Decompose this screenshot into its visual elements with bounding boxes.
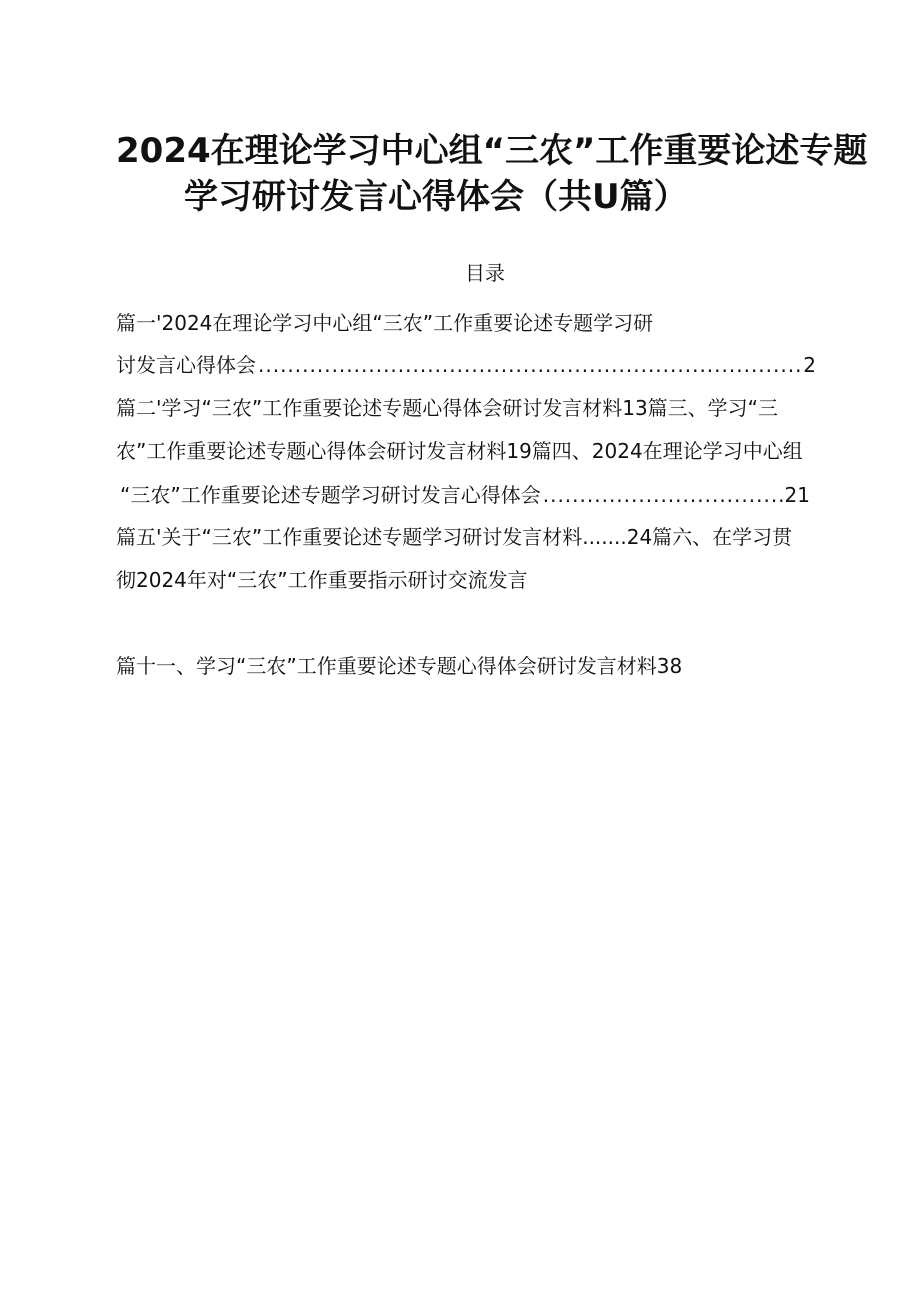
toc-entry-line-6[interactable]: 篇五'关于“三农”工作重要论述专题学习研讨发言材料.......24篇六、在学习贯: [116, 525, 793, 549]
toc-entry-line-5[interactable]: [116, 480, 810, 510]
toc-leader-dots: [543, 480, 783, 510]
toc-page-number: 2: [803, 353, 816, 377]
toc-entry-text: “三农”工作重要论述专题学习研讨发言心得体会: [120, 483, 541, 507]
toc-entry-line-3[interactable]: 篇二'学习“三农”工作重要论述专题心得体会研讨发言材料13篇三、学习“三: [116, 396, 779, 420]
document-title-line-1: 2024在理论学习中心组“三农”工作重要论述专题: [116, 131, 868, 171]
toc-leader-dots: [258, 350, 801, 380]
document-title-line-2: 学习研讨发言心得体会（共U篇）: [184, 177, 688, 217]
toc-entry-line-7[interactable]: 彻2024年对“三农”工作重要指示研讨交流发言: [116, 568, 528, 592]
toc-entry-1-line-1[interactable]: 篇一'2024在理论学习中心组“三农”工作重要论述专题学习研: [116, 311, 654, 335]
toc-entry-text: 讨发言心得体会: [116, 353, 256, 377]
toc-entry-1-line-2[interactable]: [116, 350, 816, 380]
toc-entry-line-4[interactable]: 农”工作重要论述专题心得体会研讨发言材料19篇四、2024在理论学习中心组: [116, 439, 803, 463]
toc-heading: 目录: [465, 261, 505, 285]
toc-page-number: 21: [784, 483, 810, 507]
toc-entry-line-8[interactable]: 篇十一、学习“三农”工作重要论述专题心得体会研讨发言材料38: [116, 654, 683, 678]
